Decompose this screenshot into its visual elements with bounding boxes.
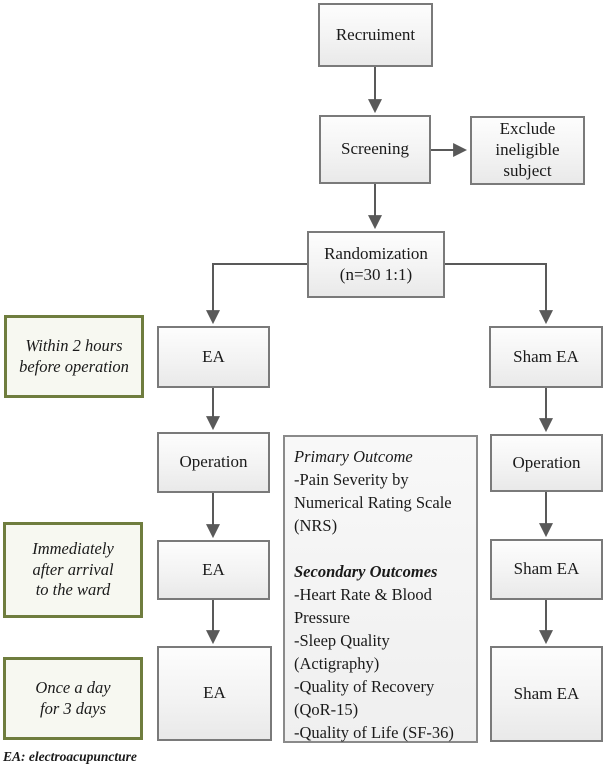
node-ea-3 bbox=[157, 646, 272, 741]
secondary-outcome-item: -Quality of Life (SF-36) bbox=[294, 723, 454, 742]
node-exclude-label: Exclude ineligible subject bbox=[495, 119, 560, 180]
secondary-outcome-item: -Sleep Quality (Actigraphy) bbox=[294, 631, 390, 673]
node-operation-left-label: Operation bbox=[179, 452, 248, 472]
arrow-randomization-to-sham-ea-1 bbox=[444, 264, 546, 322]
timing-label-2-line3: to the ward bbox=[35, 580, 111, 600]
node-ea-1-label: EA bbox=[202, 346, 225, 366]
node-exclude bbox=[470, 116, 585, 185]
node-operation-right bbox=[490, 434, 603, 492]
footnote: EA: electroacupuncture bbox=[3, 749, 137, 764]
node-sham-ea-3 bbox=[490, 646, 603, 742]
node-recruitment bbox=[318, 3, 433, 67]
timing-label-3-line2: for 3 days bbox=[40, 698, 106, 718]
node-operation-left bbox=[157, 432, 270, 493]
node-ea-2-label: EA bbox=[202, 559, 225, 579]
node-recruitment-label: Recruiment bbox=[335, 24, 416, 44]
timing-label-before-operation bbox=[4, 315, 144, 398]
secondary-outcome-item: -Quality of Recovery (QoR-15) bbox=[294, 677, 435, 719]
outcomes-spacer bbox=[294, 537, 462, 560]
primary-outcome-item: -Pain Severity by Numerical Rating Scale (NRS) bbox=[294, 470, 452, 535]
timing-label-1-line2: before operation bbox=[19, 356, 129, 376]
timing-label-3-line1: Once a day bbox=[35, 677, 111, 697]
node-ea-1 bbox=[157, 326, 270, 388]
arrow-randomization-to-ea-1 bbox=[213, 264, 307, 322]
node-sham-ea-3-label: Sham EA bbox=[513, 683, 580, 703]
timing-label-1-line1: Within 2 hours bbox=[25, 335, 123, 355]
timing-label-arrival-ward bbox=[3, 522, 143, 618]
node-sham-ea-2 bbox=[490, 539, 603, 600]
timing-label-2-line2: after arrival bbox=[32, 559, 114, 579]
node-ea-2 bbox=[157, 540, 270, 600]
node-screening bbox=[319, 115, 431, 184]
node-ea-3-label: EA bbox=[203, 683, 226, 703]
primary-outcome-heading: Primary Outcome bbox=[294, 447, 413, 466]
node-operation-right-label: Operation bbox=[512, 452, 581, 472]
node-sham-ea-2-label: Sham EA bbox=[513, 559, 580, 579]
node-screening-label: Screening bbox=[341, 139, 409, 159]
node-sham-ea-1-label: Sham EA bbox=[513, 346, 579, 366]
secondary-outcome-item: -Heart Rate & Blood Pressure bbox=[294, 585, 432, 627]
outcomes-panel bbox=[283, 435, 478, 743]
timing-label-2-line1: Immediately bbox=[32, 539, 114, 559]
secondary-outcomes-heading: Secondary Outcomes bbox=[294, 562, 438, 581]
node-randomization-label-line2: (n=30 1:1) bbox=[339, 264, 413, 284]
timing-label-once-a-day bbox=[3, 657, 143, 740]
node-randomization bbox=[307, 231, 445, 298]
node-randomization-label-line1: Randomization bbox=[324, 243, 428, 263]
node-sham-ea-1 bbox=[489, 326, 603, 388]
